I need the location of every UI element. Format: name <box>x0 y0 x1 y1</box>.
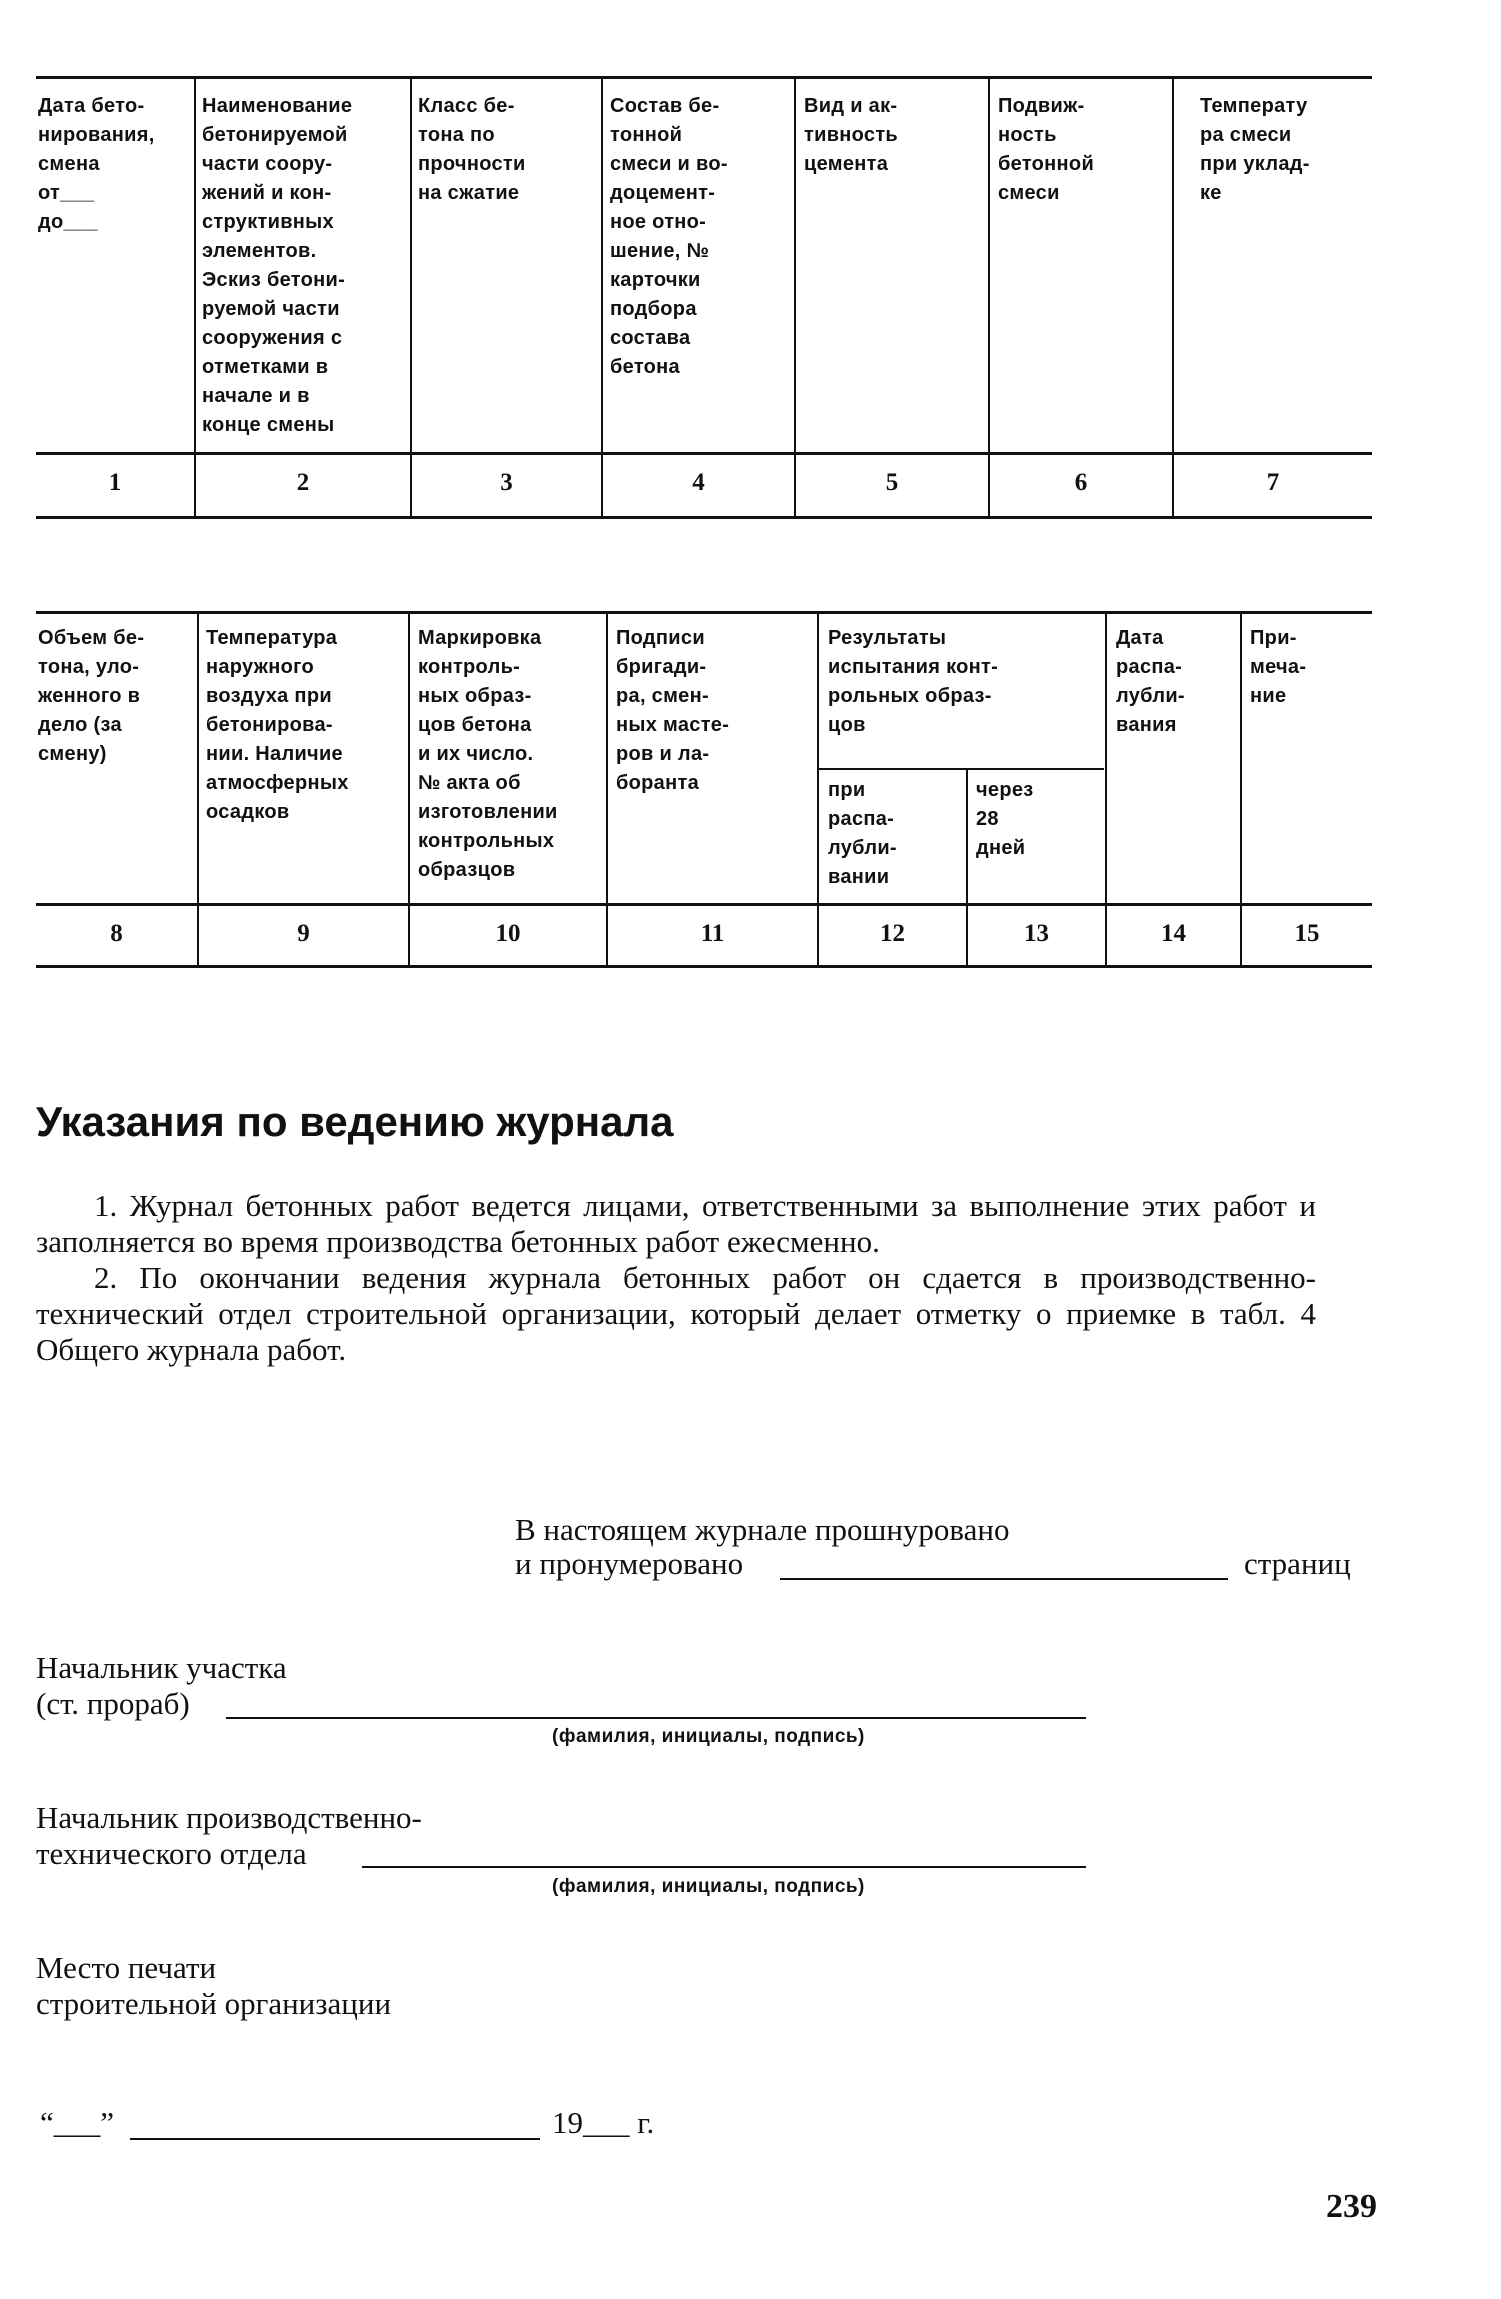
table-2-col-number: 8 <box>110 920 123 947</box>
table-2-col-number: 13 <box>1024 920 1049 947</box>
table-2-col-divider <box>817 613 819 965</box>
table-2-bottom-rule <box>36 965 1372 968</box>
table-1-header-temperature: Температу ра смеси при уклад- ке <box>1200 95 1310 204</box>
table-2-col-number: 15 <box>1294 920 1320 947</box>
laced-statement-line-2: и пронумеровано <box>515 1546 744 1581</box>
date-year-field[interactable]: 19___ г. <box>552 2105 655 2140</box>
table-1-col-divider <box>794 78 796 516</box>
table-1-col-number: 1 <box>108 469 122 496</box>
table-1-header-date: Дата бето- нирования, смена от___ до___ <box>38 95 155 233</box>
table-2-subheader-at-stripping: при распа- лубли- вании <box>828 779 897 888</box>
table-2-col-divider <box>408 613 410 965</box>
instructions-paragraph-1-text: 1. Журнал бетонных работ ведется лицами, ответственными за выполнение этих работ и заполняется во время производства бетонных работ ежесменно. <box>36 1188 1316 1259</box>
instructions-paragraph-1 <box>36 1188 1316 1260</box>
table-2-header-signatures: Подписи бригади- ра, смен- ных масте- ров и ла- боранта <box>616 627 730 794</box>
table-2-header-results: Результаты испытания конт- рольных образ- цов <box>828 627 999 736</box>
stamp-place-label: Место печати строительной организации <box>36 1950 392 2021</box>
table-1-col-divider <box>601 78 603 516</box>
table-2-col-divider <box>1240 613 1242 965</box>
table-2-header-notes: При- меча- ние <box>1250 627 1307 707</box>
site-chief-caption: (фамилия, инициалы, подпись) <box>552 1726 865 1747</box>
table-2-col-number: 9 <box>297 920 310 947</box>
table-2-col-number: 12 <box>880 920 905 947</box>
laced-statement-line-1: В настоящем журнале прошнуровано <box>515 1512 1010 1547</box>
table-1-col-number: 2 <box>296 469 310 496</box>
table-1-col-number: 6 <box>1074 469 1088 496</box>
table-2-col-divider <box>606 613 608 965</box>
table-2-header-samples: Маркировка контроль- ных образ- цов бетона и их число. № акта об изготовлении контрольных образцов <box>418 627 558 881</box>
pages-word: страниц <box>1244 1546 1351 1581</box>
table-1-header-cement: Вид и ак- тивность цемента <box>804 95 899 175</box>
page-number: 239 <box>1326 2188 1377 2225</box>
table-2-col-number: 10 <box>495 920 521 947</box>
pto-chief-caption: (фамилия, инициалы, подпись) <box>552 1876 865 1897</box>
site-chief-signature-field[interactable] <box>226 1717 1086 1719</box>
table-1-header-structure: Наименование бетонируемой части соору- жений и кон- структивных элементов. Эскиз бетони- руемой части сооружения с отметками в начале и в конце смены <box>202 95 353 436</box>
table-1-col-divider <box>988 78 990 516</box>
table-2-col-divider <box>197 613 199 965</box>
table-1-header-mobility: Подвиж- ность бетонной смеси <box>998 95 1095 204</box>
table-1-header-mix: Состав бе- тонной смеси и во- доцемент- ное отно- шение, № карточки подбора состава бетона <box>610 95 728 378</box>
table-2-col-number: 11 <box>700 920 725 947</box>
table-2-header-rule <box>36 903 1372 906</box>
instructions-title: Указания по ведению журнала <box>36 1098 674 1145</box>
date-month-field[interactable] <box>130 2138 540 2140</box>
table-2-col-number: 14 <box>1161 920 1186 947</box>
table-1-bottom-rule <box>36 516 1372 519</box>
table-2-results-subrule <box>818 768 1104 770</box>
table-1-col-divider <box>1172 78 1174 516</box>
date-day-field[interactable]: “___” <box>40 2105 115 2140</box>
table-1-col-number: 4 <box>692 469 705 496</box>
table-2-top-rule <box>36 611 1372 614</box>
instructions-paragraph-2-text: 2. По окончании ведения журнала бетонных работ он сдается в производственно-технический отдел строительной организации, который делает отметку о приемке в табл. 4 Общего журнала работ. <box>36 1260 1316 1367</box>
table-1-col-number: 7 <box>1266 469 1280 496</box>
table-1-col-number: 3 <box>500 469 513 496</box>
pto-chief-label: Начальник производственно- технического отдела <box>36 1800 422 1871</box>
site-chief-label: Начальник участка (ст. прораб) <box>36 1650 287 1721</box>
page-count-field[interactable] <box>780 1578 1228 1580</box>
table-2-header-volume: Объем бе- тона, уло- женного в дело (за смену) <box>38 627 145 765</box>
table-1-col-divider <box>410 78 412 516</box>
instructions-paragraph-2 <box>36 1260 1316 1368</box>
table-2-header-stripping-date: Дата распа- лубли- вания <box>1116 627 1185 736</box>
table-1-col-number: 5 <box>885 469 899 496</box>
table-1-col-divider <box>194 78 196 516</box>
table-2-col-divider <box>1105 613 1107 965</box>
table-1-header-class: Класс бе- тона по прочности на сжатие <box>418 95 526 204</box>
pto-chief-signature-field[interactable] <box>362 1866 1086 1868</box>
table-2-header-air-temperature: Температура наружного воздуха при бетонирова- нии. Наличие атмосферных осадков <box>206 627 349 823</box>
table-2-subheader-28-days: через 28 дней <box>976 779 1034 859</box>
